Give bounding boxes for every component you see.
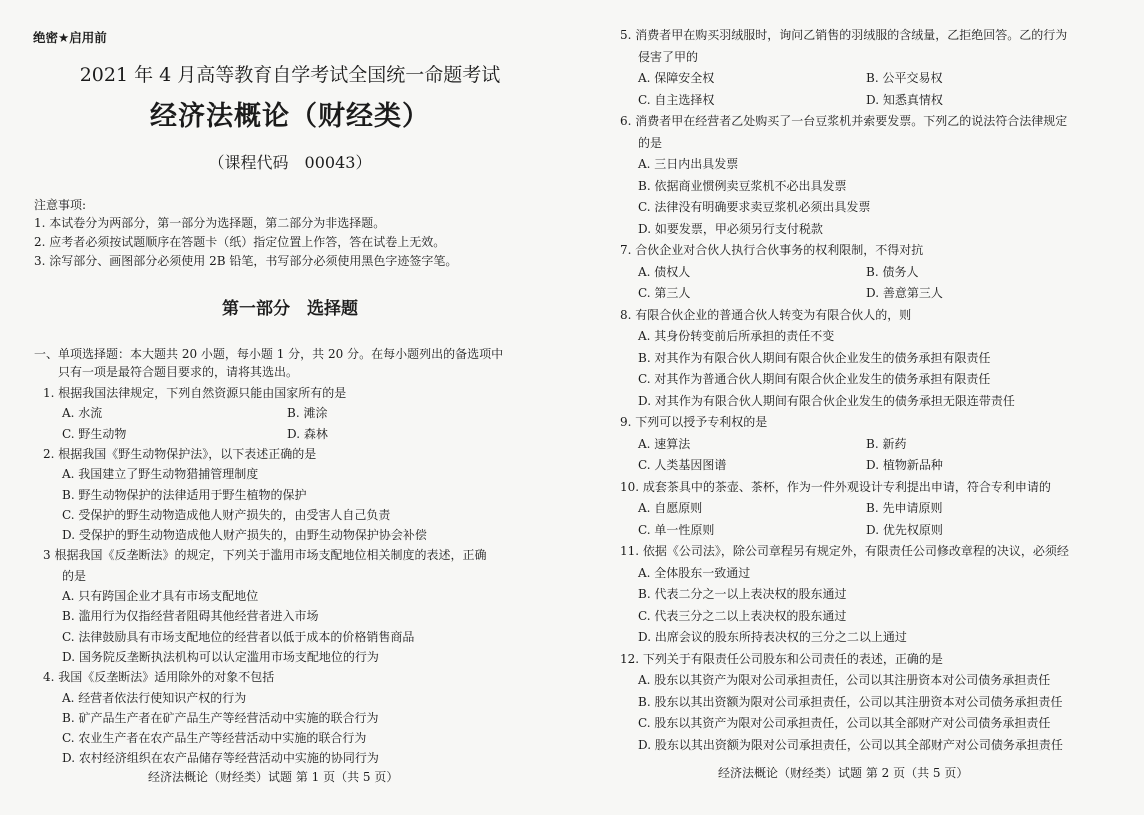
option: A. 只有跨国企业才具有市场支配地位 [62, 589, 259, 603]
option: C. 受保护的野生动物造成他人财产损失的，由受害人自己负责 [62, 507, 391, 522]
section-intro-line: 一、单项选择题：本大题共 20 小题，每小题 1 分，共 20 分。在每小题列出的备选项中 [34, 347, 504, 361]
option: B. 矿产品生产者在矿产品生产等经营活动中实施的联合行为 [62, 710, 379, 725]
option: B. 代表二分之一以上表决权的股东通过 [638, 587, 847, 601]
option: D. 受保护的野生动物造成他人财产损失的，由野生动物保护协会补偿 [62, 528, 427, 543]
option: C. 法律没有明确要求卖豆浆机必须出具发票 [638, 200, 871, 214]
question-stem: 3 根据我国《反垄断法》的规定，下列关于滥用市场支配地位相关制度的表述，正确 [43, 548, 487, 563]
option: B. 滥用行为仅指经营者阻碍其他经营者进入市场 [62, 609, 319, 624]
question-stem: 9. 下列可以授予专利权的是 [620, 415, 768, 429]
option: D. 优先权原则 [866, 522, 943, 537]
question-stem: 12. 下列关于有限责任公司股东和公司责任的表述，正确的是 [620, 651, 943, 666]
option: C. 代表三分之二以上表决权的股东通过 [638, 608, 847, 623]
option: B. 股东以其出资额为限对公司承担责任，公司以其注册资本对公司债务承担责任 [638, 694, 1063, 709]
option: C. 对其作为普通合伙人期间有限合伙企业发生的债务承担有限责任 [638, 372, 991, 386]
option: D. 股东以其出资额为限对公司承担责任，公司以其全部财产对公司债务承担责任 [638, 737, 1063, 752]
confidential-mark: 绝密★启用前 [33, 30, 107, 45]
option: A. 股东以其资产为限对公司承担责任，公司以其注册资本对公司债务承担责任 [638, 673, 1051, 687]
option: D. 出席会议的股东所持表决权的三分之二以上通过 [638, 630, 907, 644]
section-intro-line: 只有一项是最符合题目要求的，请将其选出。 [58, 365, 299, 379]
option: B. 新药 [866, 436, 907, 451]
option: C. 农业生产者在农产品生产等经营活动中实施的联合行为 [62, 731, 367, 746]
question-stem: 4. 我国《反垄断法》适用除外的对象不包括 [43, 670, 275, 685]
question-stem: 的是 [62, 568, 87, 583]
option: C. 第三人 [638, 286, 691, 300]
option: A. 我国建立了野生动物猎捕管理制度 [62, 467, 259, 482]
course-code: （课程代码 00043） [208, 153, 372, 172]
exam-title: 2021 年 4 月高等教育自学考试全国统一命题考试 [79, 64, 501, 86]
option: D. 如要发票，甲必须另行支付税款 [638, 221, 823, 236]
option: D. 国务院反垄断执法机构可以认定滥用市场支配地位的行为 [62, 649, 379, 664]
question-stem: 侵害了甲的 [638, 49, 699, 64]
option: B. 野生动物保护的法律适用于野生植物的保护 [62, 487, 307, 502]
page2-footer: 经济法概论（财经类）试题 第 2 页（共 5 页） [718, 766, 969, 780]
option: C. 人类基因图谱 [638, 458, 727, 472]
option: C. 自主选择权 [638, 92, 715, 107]
notice-heading: 注意事项: [34, 198, 87, 212]
option: B. 依据商业惯例卖豆浆机不必出具发票 [638, 178, 847, 193]
question-stem: 2. 根据我国《野生动物保护法》，以下表述正确的是 [43, 446, 317, 461]
option: A. 其身份转变前后所承担的责任不变 [638, 329, 835, 343]
part-title: 第一部分 选择题 [222, 299, 358, 319]
option: D. 森林 [287, 426, 328, 441]
question-stem: 1. 根据我国法律规定，下列自然资源只能由国家所有的是 [43, 386, 347, 400]
question-stem: 5. 消费者甲在购买羽绒服时，询问乙销售的羽绒服的含绒量，乙拒绝回答。乙的行为 [620, 28, 1068, 42]
question-stem: 10. 成套茶具中的茶壶、茶杯，作为一件外观设计专利提出申请，符合专利申请的 [620, 479, 1051, 494]
option: C. 单一性原则 [638, 522, 715, 537]
question-stem: 6. 消费者甲在经营者乙处购买了一台豆浆机并索要发票。下列乙的说法符合法律规定 [620, 114, 1068, 128]
option: B. 滩涂 [287, 406, 328, 421]
option: A. 水流 [62, 406, 103, 421]
option: D. 对其作为有限合伙人期间有限合伙企业发生的债务承担无限连带责任 [638, 393, 1015, 408]
option: B. 对其作为有限合伙人期间有限合伙企业发生的债务承担有限责任 [638, 350, 991, 365]
notice-item: 1. 本试卷分为两部分，第一部分为选择题，第二部分为非选择题。 [34, 216, 386, 230]
option: A. 三日内出具发票 [638, 157, 739, 171]
page1-footer: 经济法概论（财经类）试题 第 1 页（共 5 页） [148, 770, 399, 784]
option: D. 农村经济组织在农产品储存等经营活动中实施的协同行为 [62, 751, 379, 766]
question-stem: 7. 合伙企业对合伙人执行合伙事务的权利限制，不得对抗 [620, 243, 924, 257]
notice-item: 2. 应考者必须按试题顺序在答题卡（纸）指定位置上作答，答在试卷上无效。 [34, 235, 446, 249]
subject-title: 经济法概论（财经类） [150, 101, 430, 132]
notice-item: 3. 涂写部分、画图部分必须使用 2B 铅笔，书写部分必须使用黑色字迹签字笔。 [34, 254, 458, 268]
option: B. 债务人 [866, 264, 919, 279]
option: A. 经营者依法行使知识产权的行为 [62, 690, 247, 705]
option: A. 保障安全权 [638, 71, 715, 85]
question-stem: 11. 依据《公司法》，除公司章程另有规定外，有限责任公司修改章程的决议，必须经 [620, 544, 1069, 558]
option: C. 法律鼓励具有市场支配地位的经营者以低于成本的价格销售商品 [62, 629, 415, 644]
question-stem: 8. 有限合伙企业的普通合伙人转变为有限合伙人的，则 [620, 307, 912, 322]
option: C. 野生动物 [62, 426, 127, 441]
option: B. 公平交易权 [866, 71, 943, 85]
option: A. 全体股东一致通过 [638, 565, 751, 580]
option: A. 自愿原则 [638, 501, 703, 515]
option: B. 先申请原则 [866, 501, 943, 515]
option: C. 股东以其资产为限对公司承担责任，公司以其全部财产对公司债务承担责任 [638, 716, 1051, 730]
option: A. 速算法 [638, 436, 691, 451]
option: D. 知悉真情权 [866, 92, 943, 107]
option: D. 植物新品种 [866, 458, 943, 472]
question-stem: 的是 [638, 135, 663, 150]
option: D. 善意第三人 [866, 286, 943, 300]
option: A. 债权人 [638, 264, 691, 279]
